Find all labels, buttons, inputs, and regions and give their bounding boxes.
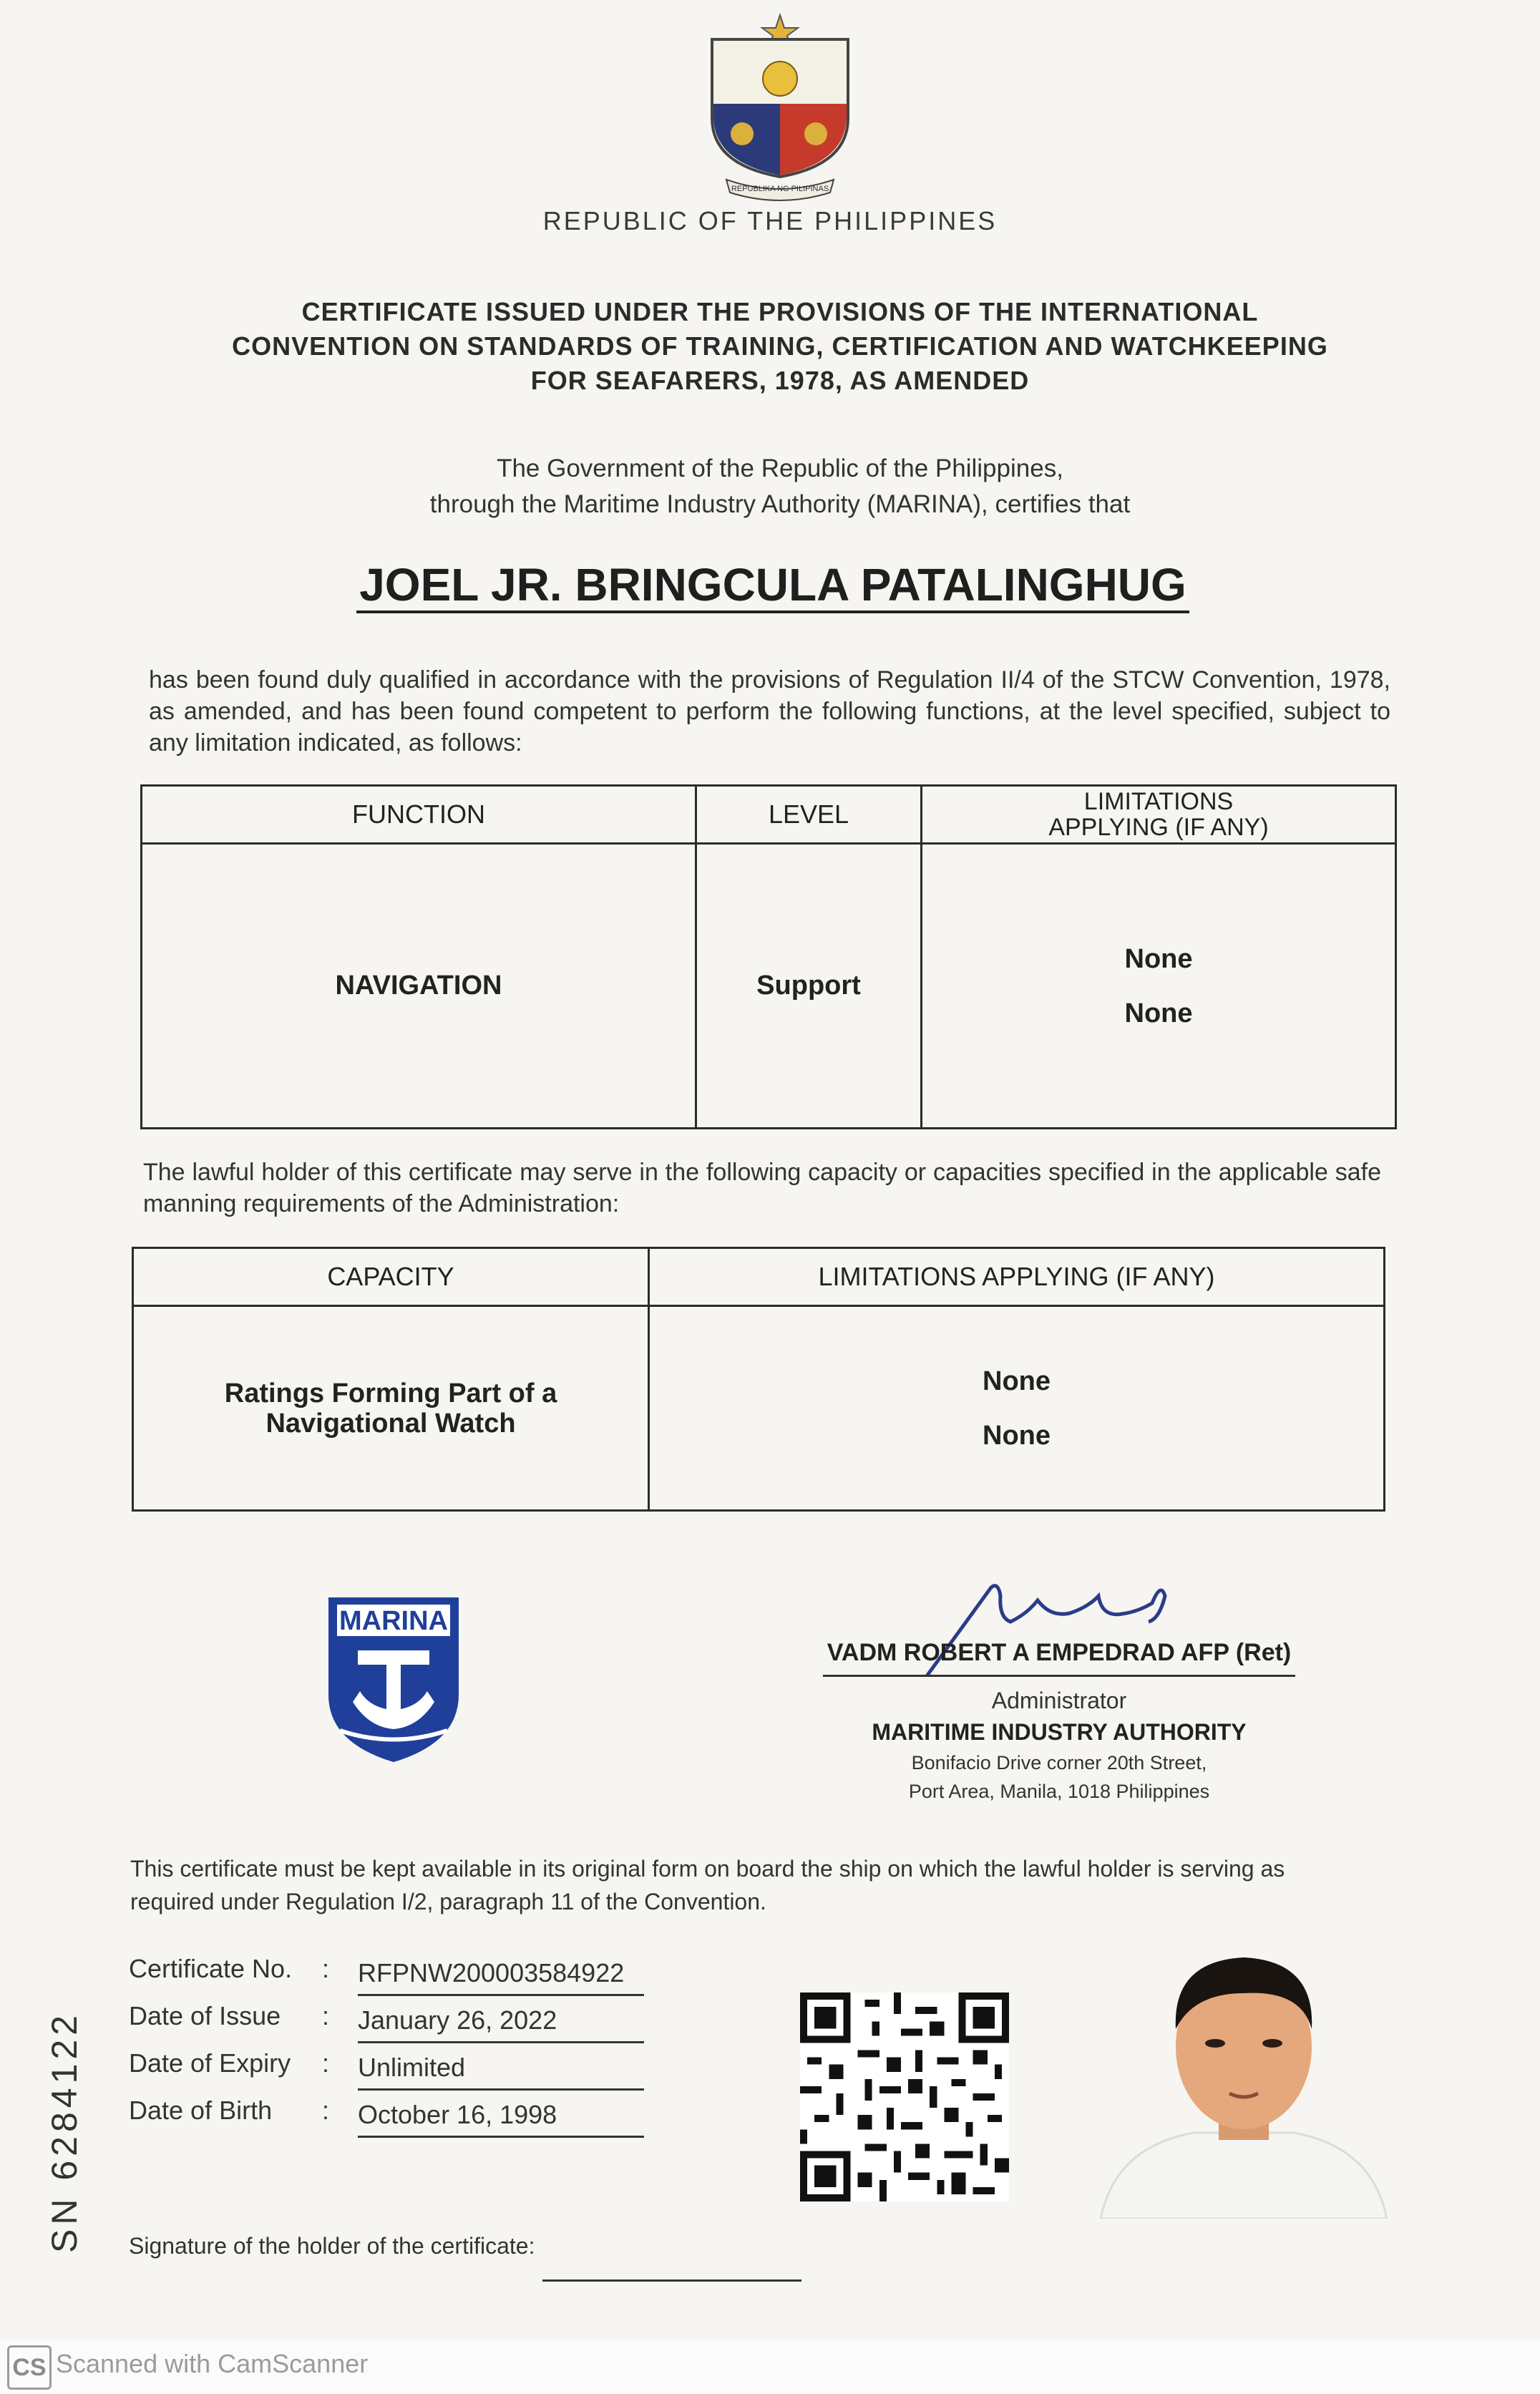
signatory-title: Administrator xyxy=(991,1688,1127,1713)
signatory-name: VADM ROBERT A EMPEDRAD AFP (Ret) xyxy=(827,1639,1292,1666)
capacity-limitations-cell xyxy=(649,1306,1385,1511)
capacity-limitations-header: LIMITATIONS APPLYING (IF ANY) xyxy=(649,1248,1385,1306)
holder-name xyxy=(143,558,1403,611)
limitations-header: LIMITATIONS APPLYING (IF ANY) xyxy=(922,786,1396,844)
signatory-line xyxy=(823,1675,1295,1677)
date-of-birth: October 16, 1998 xyxy=(358,2100,644,2138)
function-row xyxy=(142,844,1396,1129)
republic-heading: REPUBLIC OF THE PHILIPPINES xyxy=(542,206,998,235)
signatory-organization: MARITIME INDUSTRY AUTHORITY xyxy=(872,1719,1247,1745)
certificate-number: RFPNW200003584922 xyxy=(358,1958,644,1996)
limitation-value: None xyxy=(983,1366,1051,1396)
holder-signature-label: Signature of the holder of the certificate: xyxy=(129,2233,535,2259)
limitations-cell xyxy=(922,844,1396,1129)
holder-name-text: JOEL JR. BRINGCULA PATALINGHUG xyxy=(356,559,1189,613)
qr-code-icon xyxy=(800,1990,1009,2204)
signatory-address-line: Bonifacio Drive corner 20th Street, xyxy=(911,1752,1207,1773)
field-label: Date of Birth xyxy=(129,2096,273,2125)
field-row-date-of-issue xyxy=(129,2001,644,2048)
field-label: Date of Issue xyxy=(129,2001,281,2030)
capacity-row xyxy=(133,1306,1385,1511)
capacity-text: The lawful holder of this certificate may serve in the following capacity or capacities specified in the applicable safe manning requirements of the Administration: xyxy=(143,1159,1381,1217)
qualification-text: has been found duly qualified in accordance with the provisions of Regulation II/4 of the STCW Convention, 1978, as amended, and has been found competent to perform the following functions, at the level specified, subject to any limitation indicated, as follows: xyxy=(149,666,1390,756)
notice-text: This certificate must be kept available in its original form on board the ship on which the lawful holder is serving as required under Regulation I/2, paragraph 11 of the Convention. xyxy=(130,1856,1285,1914)
level-value: Support xyxy=(696,844,922,1129)
signatory-address-line: Port Area, Manila, 1018 Philippines xyxy=(908,1781,1210,1802)
capacity-value: Ratings Forming Part of a Navigational Watch xyxy=(133,1306,649,1511)
field-colon: : xyxy=(322,2001,330,2030)
field-colon: : xyxy=(322,1954,330,1983)
limitation-value: None xyxy=(1124,998,1193,1028)
certificate-title-line: CONVENTION ON STANDARDS OF TRAINING, CERTIFICATION AND WATCHKEEPING xyxy=(232,331,1328,361)
field-colon: : xyxy=(322,2048,330,2078)
limitation-value: None xyxy=(1124,943,1193,974)
field-colon: : xyxy=(322,2096,330,2125)
certificate-title-line: CERTIFICATE ISSUED UNDER THE PROVISIONS OF THE INTERNATIONAL xyxy=(301,297,1259,326)
philippine-coat-of-arms-icon xyxy=(698,11,862,204)
field-row-certificate-no xyxy=(129,1954,644,2001)
function-header: FUNCTION xyxy=(142,786,696,844)
limitation-value: None xyxy=(983,1420,1051,1451)
camscanner-logo-icon: CS xyxy=(7,2345,52,2390)
field-row-date-of-expiry xyxy=(129,2048,644,2096)
capacity-header: CAPACITY xyxy=(133,1248,649,1306)
government-statement xyxy=(286,451,1274,522)
function-value: NAVIGATION xyxy=(142,844,696,1129)
holder-signature-line xyxy=(542,2279,801,2282)
date-of-issue: January 26, 2022 xyxy=(358,2005,644,2043)
government-line: through the Maritime Industry Authority (MARINA), certifies that xyxy=(429,490,1131,518)
field-label: Date of Expiry xyxy=(129,2048,291,2078)
field-row-date-of-birth xyxy=(129,2096,644,2143)
svg-text:REPUBLIKA NG PILIPINAS: REPUBLIKA NG PILIPINAS xyxy=(731,185,829,193)
capacity-table-header xyxy=(133,1248,1385,1306)
svg-text:MARINA: MARINA xyxy=(339,1606,448,1636)
function-table-header xyxy=(142,786,1396,844)
serial-number: SN 6284122 xyxy=(44,2011,84,2254)
camscanner-watermark: Scanned with CamScanner xyxy=(56,2349,369,2378)
function-table xyxy=(140,784,1397,1129)
certificate-title-line: FOR SEAFARERS, 1978, AS AMENDED xyxy=(530,366,1030,395)
marina-logo-icon xyxy=(326,1595,462,1765)
government-line: The Government of the Republic of the Philippines, xyxy=(497,454,1063,482)
level-header: LEVEL xyxy=(696,786,922,844)
certificate-title xyxy=(215,295,1345,398)
capacity-table xyxy=(132,1247,1385,1512)
holder-photo xyxy=(1086,1932,1401,2219)
field-label: Certificate No. xyxy=(129,1954,293,1983)
date-of-expiry: Unlimited xyxy=(358,2053,644,2091)
